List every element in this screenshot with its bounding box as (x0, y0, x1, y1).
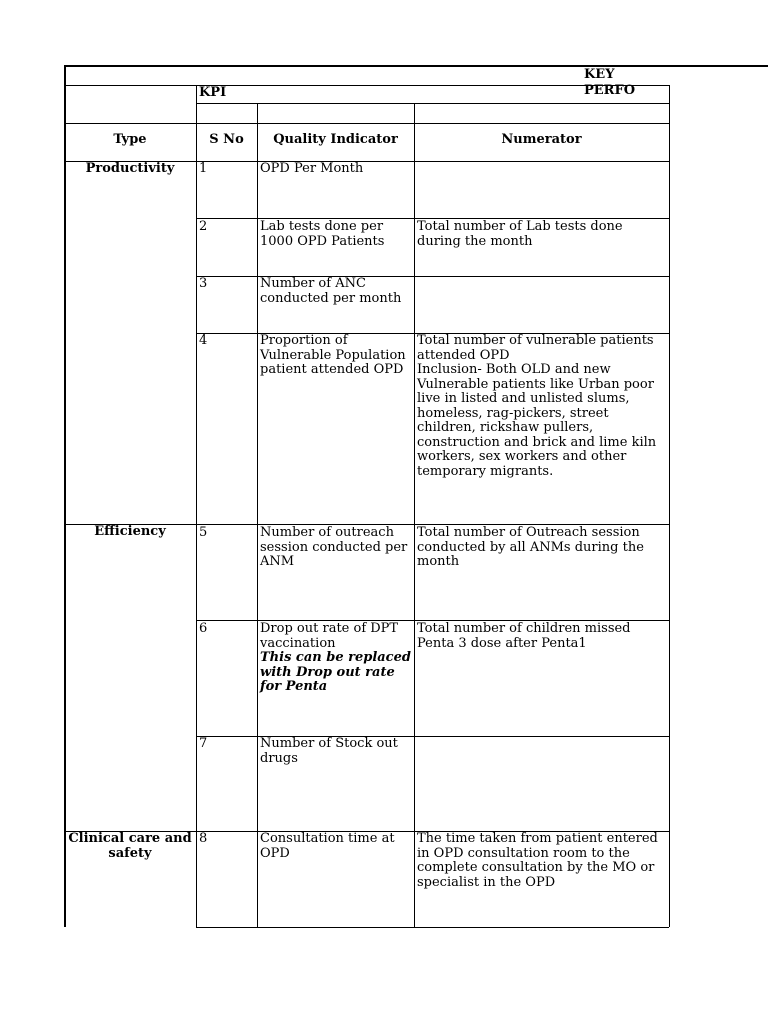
left-border (64, 65, 66, 927)
row-1-indicator: OPD Per Month (260, 161, 364, 176)
row-line (196, 927, 669, 928)
row-2-indicator: Lab tests done per 1000 OPD Patients (260, 219, 385, 249)
row-line (196, 103, 669, 104)
row-3-sno: 3 (199, 276, 208, 291)
row-3-indicator: Number of ANC conducted per month (260, 276, 402, 306)
row-6-indicator: Drop out rate of DPT vaccination (260, 621, 399, 651)
sheet-title: KEY PERFO (584, 67, 636, 98)
header-quality-indicator: Quality Indicator (273, 132, 398, 147)
row-7-sno: 7 (199, 736, 208, 751)
row-7-indicator: Number of Stock out drugs (260, 736, 398, 766)
row-1-sno: 1 (199, 161, 208, 176)
row-6-numerator: Total number of children missed Penta 3 dose after Penta1 (417, 621, 631, 651)
row-4-indicator: Proportion of Vulnerable Population patient attended OPD (260, 333, 406, 377)
col-line (196, 85, 197, 927)
header-numerator: Numerator (501, 132, 582, 147)
type-efficiency: Efficiency (94, 524, 166, 539)
row-2-numerator: Total number of Lab tests done during the month (417, 219, 623, 249)
row-4-sno: 4 (199, 333, 208, 348)
row-5-indicator: Number of outreach session conducted per ANM (260, 525, 408, 569)
header-sno: S No (209, 132, 244, 147)
type-productivity: Productivity (85, 161, 175, 176)
row-6-note: This can be replaced with Drop out rate for Penta (260, 650, 411, 694)
row-line (64, 123, 669, 124)
row-8-numerator: The time taken from patient entered in OPD consultation room to the complete consultation by the MO or specialist in the OPD (417, 831, 658, 890)
kpi-label: KPI (199, 85, 227, 100)
row-5-sno: 5 (199, 525, 208, 540)
row-2-sno: 2 (199, 219, 208, 234)
row-6-sno: 6 (199, 621, 208, 636)
row-8-indicator: Consultation time at OPD (260, 831, 395, 861)
row-4-numerator: Total number of vulnerable patients attended OPD Inclusion- Both OLD and new Vulnerable patients like Urban poor live in listed and unlisted slums, homeless, rag-pickers, street children, rickshaw pullers, construction and brick and lime kiln workers, sex workers and other temporary migrants. (417, 333, 657, 479)
type-clinical-care: Clinical care and safety (68, 831, 192, 861)
row-5-numerator: Total number of Outreach session conducted by all ANMs during the month (417, 525, 644, 569)
row-line (64, 85, 669, 86)
col-line (669, 85, 670, 927)
header-type: Type (113, 132, 147, 147)
row-8-sno: 8 (199, 831, 208, 846)
